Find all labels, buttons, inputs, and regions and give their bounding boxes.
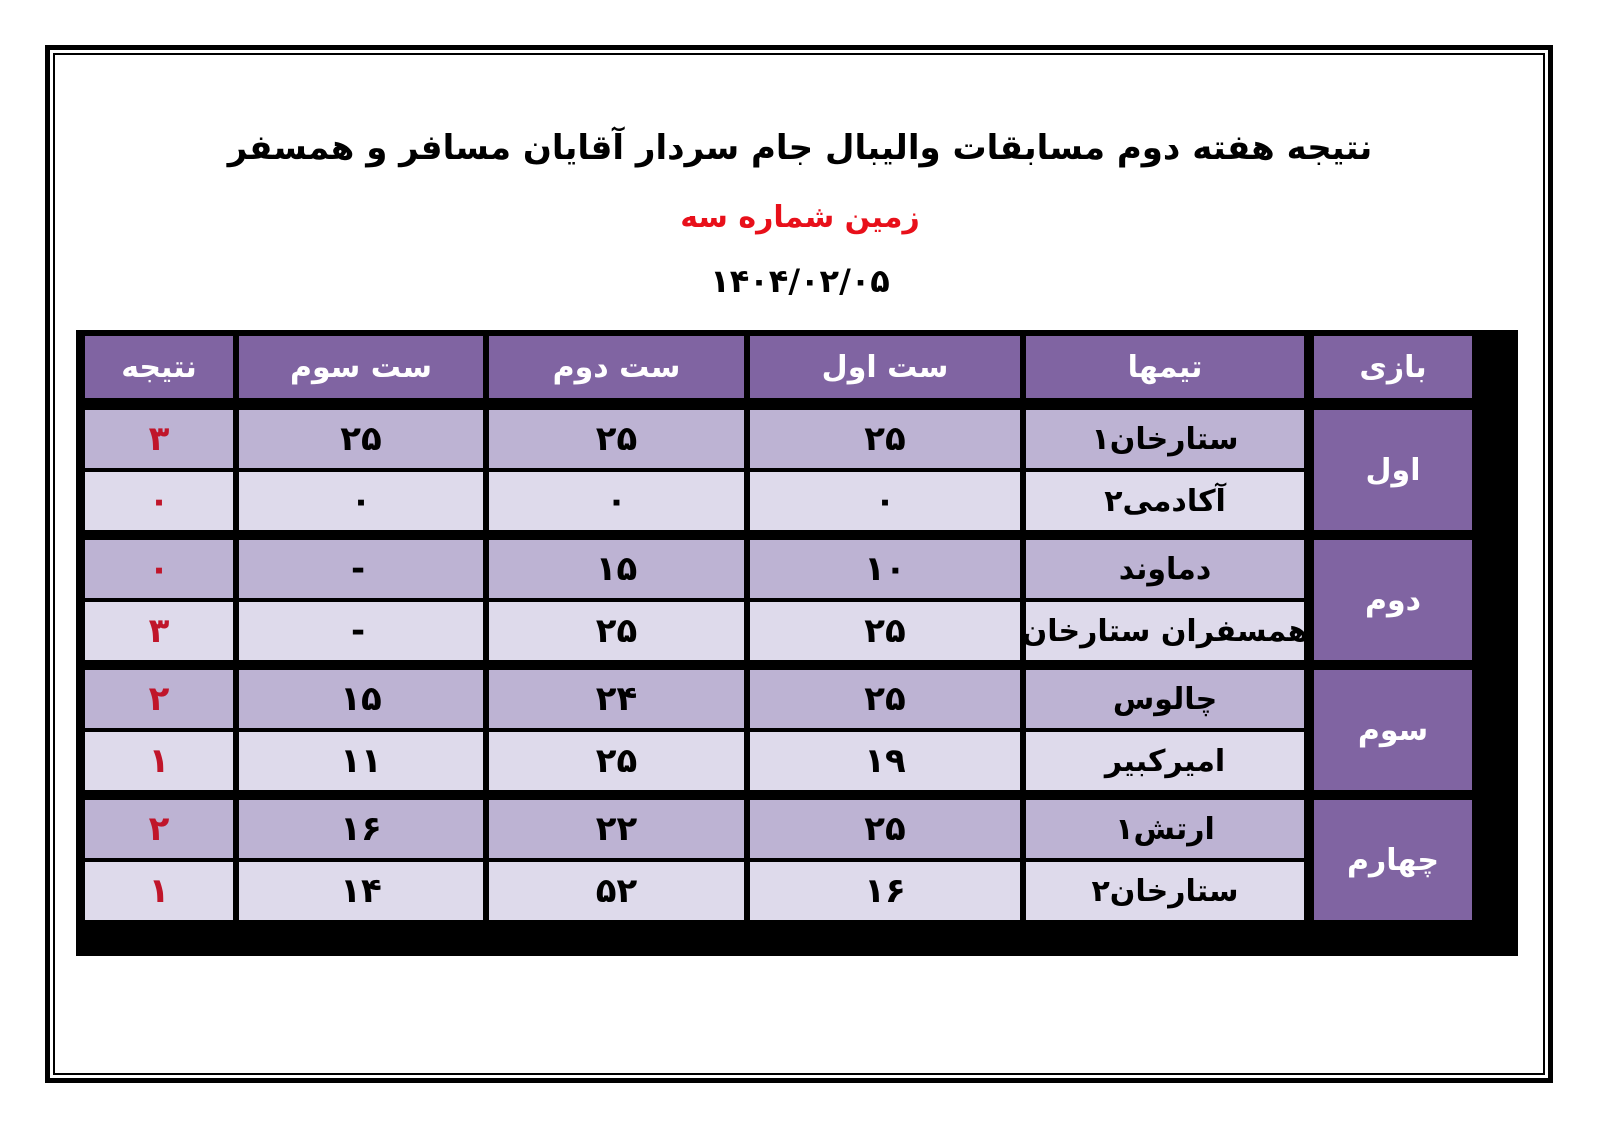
team-name: آکادمی۲	[1026, 472, 1304, 530]
match-result: ۲	[85, 670, 233, 728]
set3-score: ۲۵	[239, 410, 483, 468]
team-name: امیرکبیر	[1026, 732, 1304, 790]
team-name: دماوند	[1026, 540, 1304, 598]
match-result: ۱	[85, 862, 233, 920]
game-label: چهارم	[1314, 800, 1472, 920]
team-name: ارتش۱	[1026, 800, 1304, 858]
match-result: ۲	[85, 800, 233, 858]
team-name: همسفران ستارخان	[1026, 602, 1304, 660]
team-name: ستارخان۱	[1026, 410, 1304, 468]
page-subtitle: زمین شماره سه	[680, 200, 920, 235]
set1-score: ۲۵	[750, 800, 1020, 858]
set3-score: -	[239, 602, 483, 660]
set1-score: ۰	[750, 472, 1020, 530]
set3-score: ۱۱	[239, 732, 483, 790]
match-result: ۳	[85, 410, 233, 468]
page-title: نتیجه هفته دوم مسابقات والیبال جام سردار آقایان مسافر و همسفر	[227, 128, 1373, 168]
set1-score: ۱۶	[750, 862, 1020, 920]
set1-score: ۱۹	[750, 732, 1020, 790]
set3-score: ۱۴	[239, 862, 483, 920]
set1-score: ۲۵	[750, 410, 1020, 468]
set3-score: ۱۵	[239, 670, 483, 728]
set2-score: ۲۵	[489, 732, 744, 790]
set2-score: ۰	[489, 472, 744, 530]
set3-score: ۰	[239, 472, 483, 530]
set3-score: ۱۶	[239, 800, 483, 858]
set2-score: ۲۵	[489, 410, 744, 468]
set1-score: ۲۵	[750, 670, 1020, 728]
set2-score: ۲۲	[489, 800, 744, 858]
header-teams: تیمها	[1026, 336, 1304, 398]
results-table	[76, 330, 1518, 956]
set1-score: ۲۵	[750, 602, 1020, 660]
game-label: سوم	[1314, 670, 1472, 790]
header-set1: ست اول	[750, 336, 1020, 398]
header-result: نتیجه	[85, 336, 233, 398]
header-set2: ست دوم	[489, 336, 744, 398]
set2-score: ۵۲	[489, 862, 744, 920]
header-set3: ست سوم	[239, 336, 483, 398]
team-name: چالوس	[1026, 670, 1304, 728]
team-name: ستارخان۲	[1026, 862, 1304, 920]
set1-score: ۱۰	[750, 540, 1020, 598]
set2-score: ۲۴	[489, 670, 744, 728]
set3-score: -	[239, 540, 483, 598]
match-result: ۰	[85, 540, 233, 598]
game-label: دوم	[1314, 540, 1472, 660]
match-result: ۰	[85, 472, 233, 530]
game-label: اول	[1314, 410, 1472, 530]
set2-score: ۲۵	[489, 602, 744, 660]
page-date: ۱۴۰۴/۰۲/۰۵	[710, 262, 890, 300]
header-game: بازی	[1314, 336, 1472, 398]
match-result: ۱	[85, 732, 233, 790]
set2-score: ۱۵	[489, 540, 744, 598]
match-result: ۳	[85, 602, 233, 660]
